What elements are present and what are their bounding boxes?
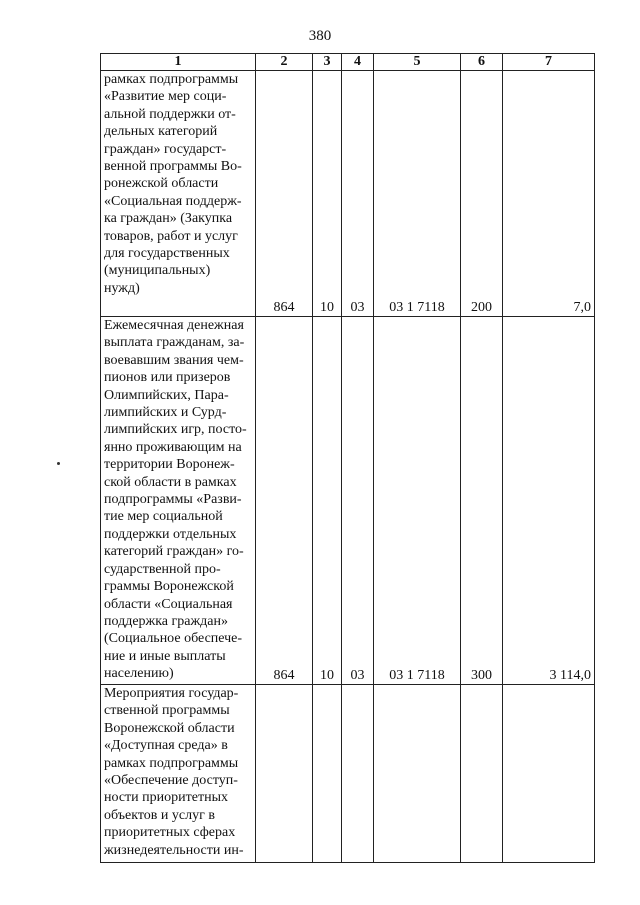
row-col-7: 3 114,0 xyxy=(503,317,595,685)
header-col-1: 1 xyxy=(101,54,256,71)
row-col-7 xyxy=(503,685,595,863)
row-col-2: 864 xyxy=(256,71,313,317)
row-col-5: 03 1 7118 xyxy=(374,71,461,317)
row-col-6: 200 xyxy=(461,71,503,317)
row-col-2 xyxy=(256,685,313,863)
row-col-6: 300 xyxy=(461,317,503,685)
page-number: 380 xyxy=(308,28,332,44)
row-col-4: 03 xyxy=(342,317,374,685)
header-col-3: 3 xyxy=(313,54,342,71)
header-col-6: 6 xyxy=(461,54,503,71)
row-col-4 xyxy=(342,685,374,863)
row-col-3: 10 xyxy=(313,317,342,685)
row-col-5 xyxy=(374,685,461,863)
header-col-7: 7 xyxy=(503,54,595,71)
row-col-3: 10 xyxy=(313,71,342,317)
row-col-2: 864 xyxy=(256,317,313,685)
header-row xyxy=(101,54,595,71)
row-description: Мероприятия государ- ственной программы Воронежской области «Доступная среда» в рамках подпрограммы «Обеспечение доступ- ности приоритетных объектов и услуг в приоритетных сферах жизнедеятельности ин- xyxy=(101,685,256,863)
row-description: рамках подпрограммы «Развитие мер соци- альной поддержки от- дельных категорий граждан» государст- венной программы Во- ронежской области «Социальная поддерж- ка граждан» (Закупка товаров, работ и услуг для государственных (муниципальных) нужд) xyxy=(101,71,256,317)
budget-table xyxy=(100,53,595,863)
header-col-5: 5 xyxy=(374,54,461,71)
row-col-7: 7,0 xyxy=(503,71,595,317)
header-col-2: 2 xyxy=(256,54,313,71)
row-col-4: 03 xyxy=(342,71,374,317)
row-description: Ежемесячная денежная выплата гражданам, за- воевавшим звания чем- пионов или призеров Олимпийских, Пара- лимпийских и Сурд- лимпийских игр, посто- янно проживающим на территории Воронеж- ской области в рамках подпрограммы «Разви- тие мер социальной поддержки отдельных категорий граждан» го- сударственной про- граммы Воронежской области «Социальная поддержка граждан» (Социальное обеспече- ние и иные выплаты населению) xyxy=(101,317,256,685)
header-col-4: 4 xyxy=(342,54,374,71)
scan-speck xyxy=(57,462,60,465)
row-col-6 xyxy=(461,685,503,863)
row-col-5: 03 1 7118 xyxy=(374,317,461,685)
table-row xyxy=(101,317,595,685)
table-row xyxy=(101,71,595,317)
row-col-3 xyxy=(313,685,342,863)
table-row xyxy=(101,685,595,863)
